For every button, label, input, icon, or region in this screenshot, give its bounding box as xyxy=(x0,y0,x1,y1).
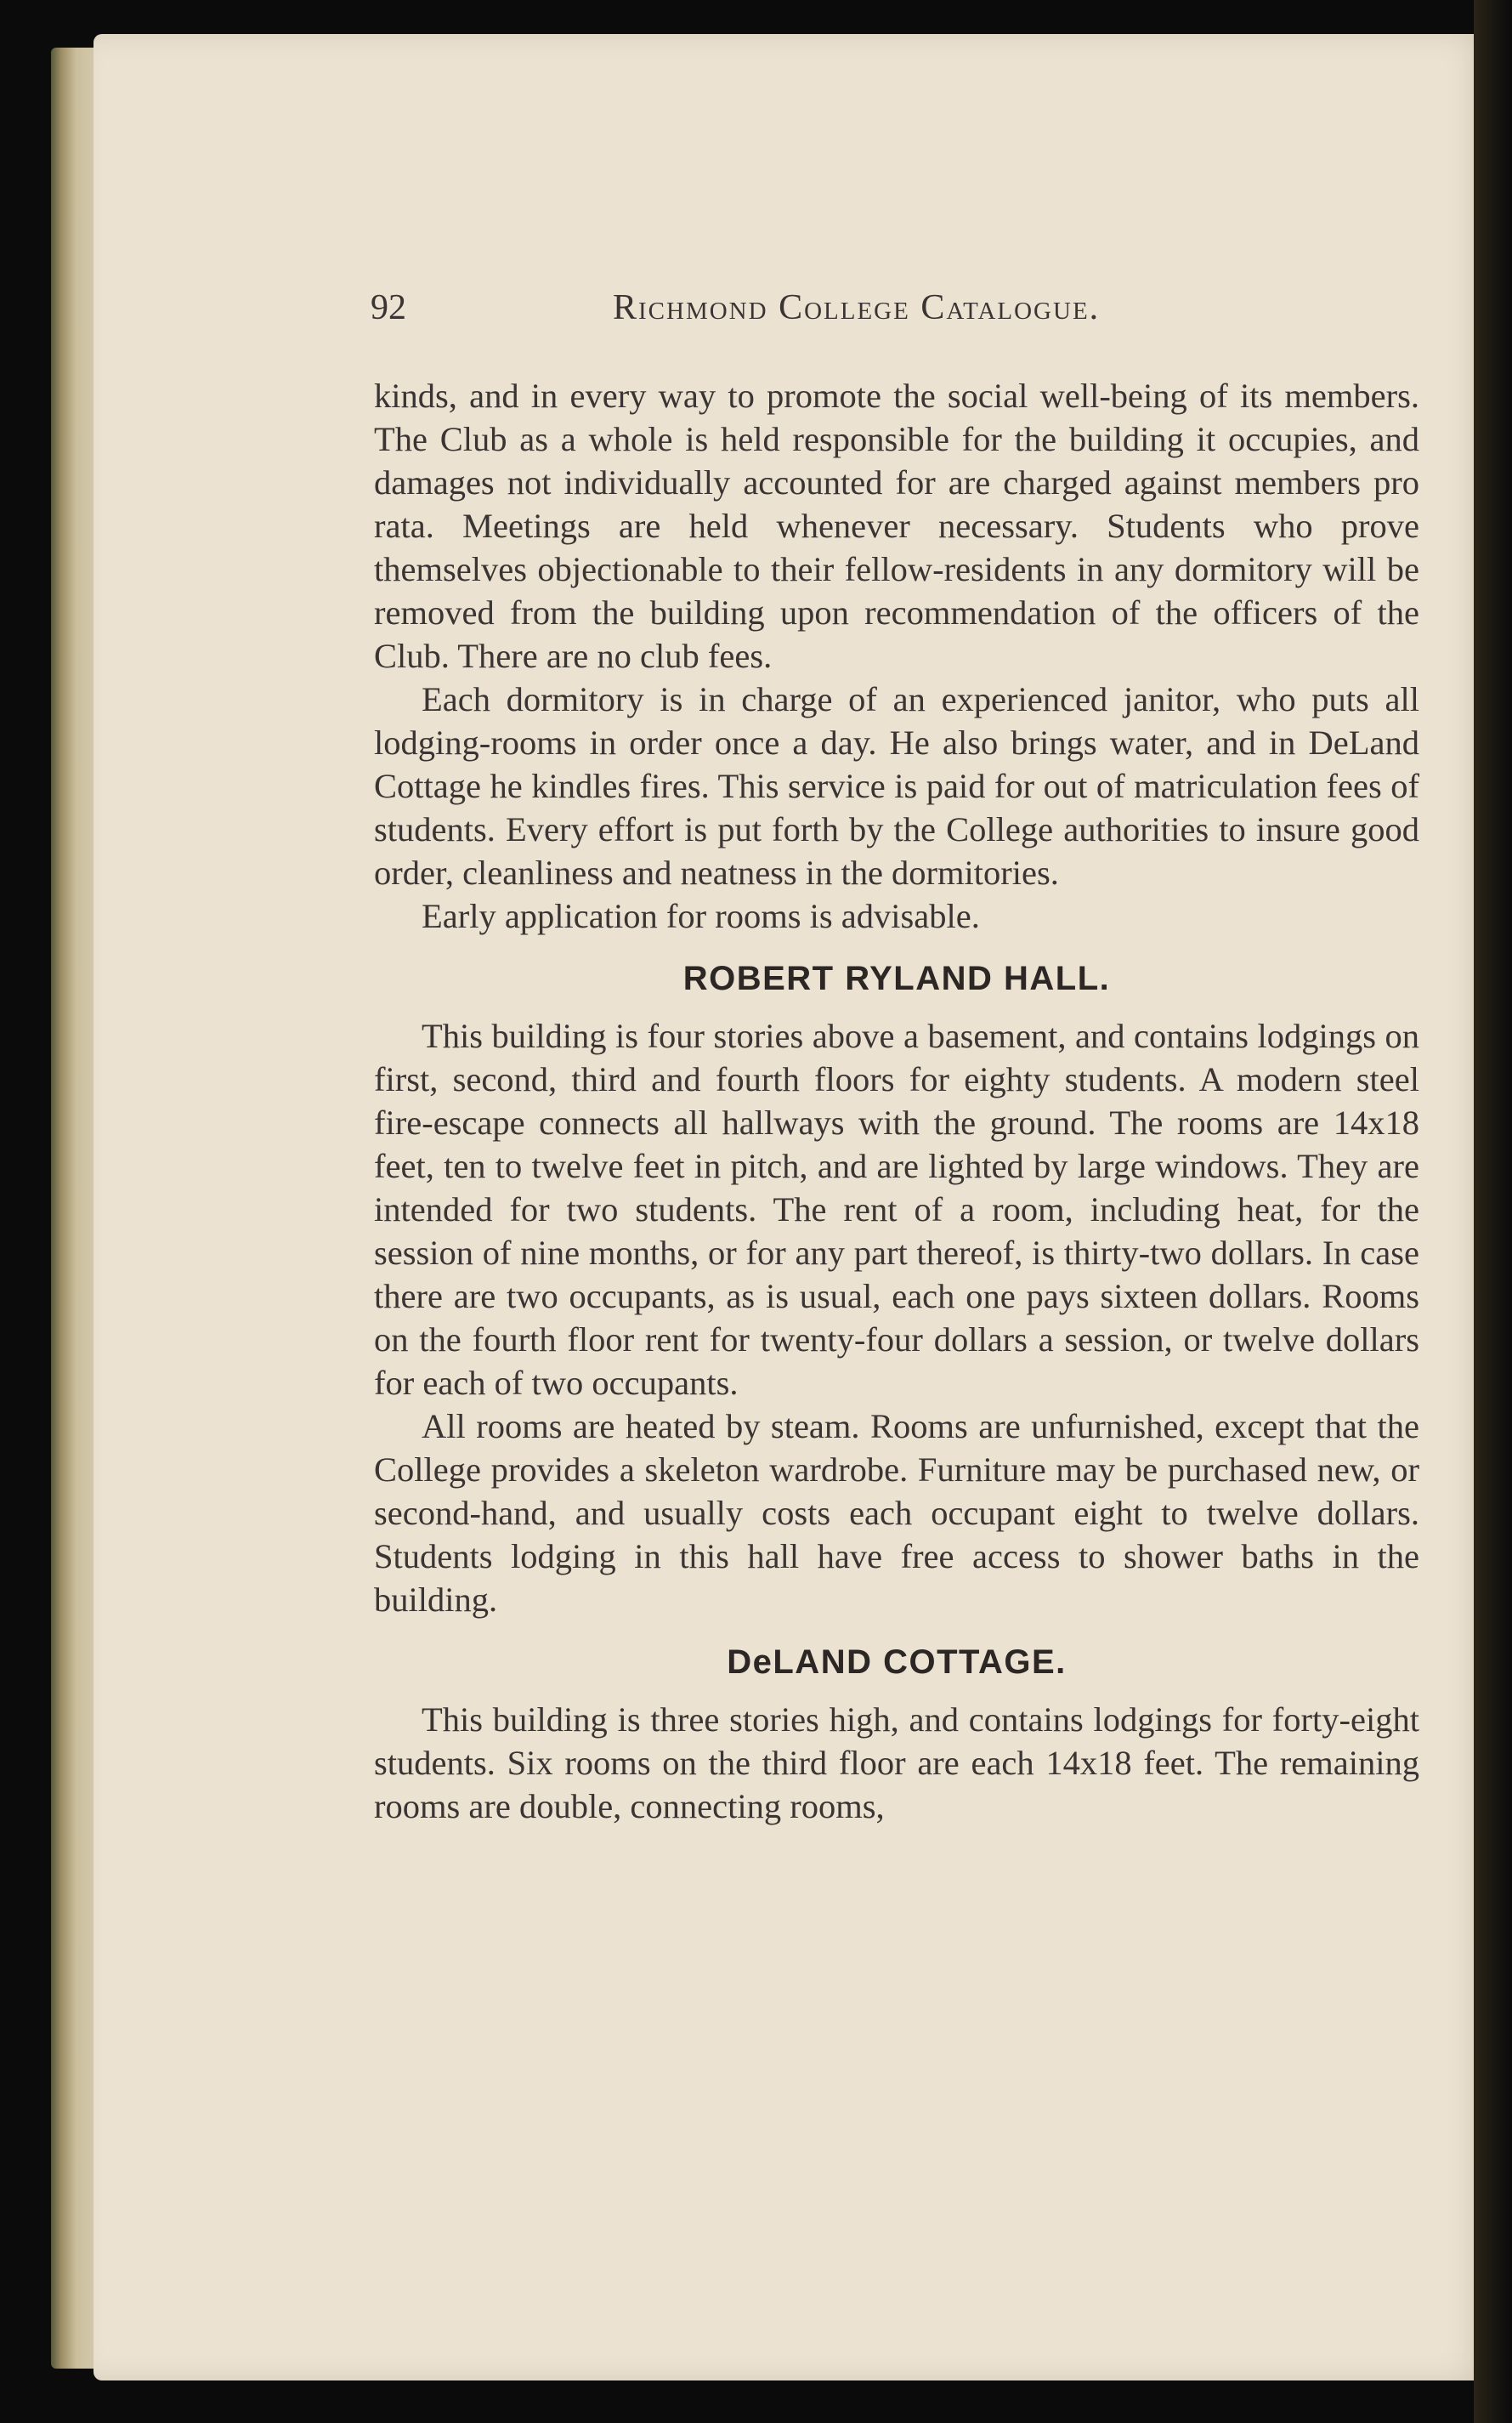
background-right-edge xyxy=(1474,0,1512,2423)
paragraph-2: Each dormitory is in charge of an experienced janitor, who puts all lodging-rooms in order once a day. He also brings water, and in DeLand Cottage he kindles fires. This service is paid for out of matriculation fees of students. Every effort is put forth by the College authorities to insure good order, cleanliness and neatness in the dormitories. xyxy=(374,680,1419,892)
paragraph-3: Early application for rooms is advisable. xyxy=(422,897,980,935)
paragraph-5: All rooms are heated by steam. Rooms are unfurnished, except that the College provides a skeleton wardrobe. Furniture may be purchased new, or second-hand, and usually costs each occupant eight to twelve dollars. Students lodging in this hall have free access to shower baths in the building. xyxy=(374,1407,1419,1619)
page-number: 92 xyxy=(371,288,406,327)
paragraph-1: kinds, and in every way to promote the social well-being of its members. The Club as a whole is held responsible for the building it occupies, and damages not individually accounted for are charged against members pro rata. Meetings are held whenever necessary. Students who prove themselves objectionable to their fellow-residents in any dormitory will be removed from the building upon recommendation of the officers of the Club. There are no club fees. xyxy=(374,377,1419,675)
paragraph-4: This building is four stories above a basement, and contains lodgings on first, second, third and fourth floors for eighty students. A modern steel fire-escape connects all hallways with the ground. The rooms are 14x18 feet, ten to twelve feet in pitch, and are lighted by large windows. They are intended for two students. The rent of a room, including heat, for the session of nine months, or for any part thereof, is thirty-two dollars. In case there are two occupants, as is usual, each one pays sixteen dollars. Rooms on the fourth floor rent for twenty-four dollars a session, or twelve dollars for each of two occupants. xyxy=(374,1017,1419,1402)
running-title: Richmond College Catalogue. xyxy=(613,288,1101,327)
section-heading-robert-ryland-hall: ROBERT RYLAND HALL. xyxy=(682,960,1111,997)
section-heading-deland-cottage: DeLAND COTTAGE. xyxy=(727,1643,1067,1681)
paragraph-6: This building is three stories high, and contains lodgings for forty-eight students. Six rooms on the third floor are each 14x18 feet. The remaining rooms are double, connecting rooms, xyxy=(374,1700,1419,1825)
body-text xyxy=(374,374,1419,1828)
page-header xyxy=(371,287,1424,338)
